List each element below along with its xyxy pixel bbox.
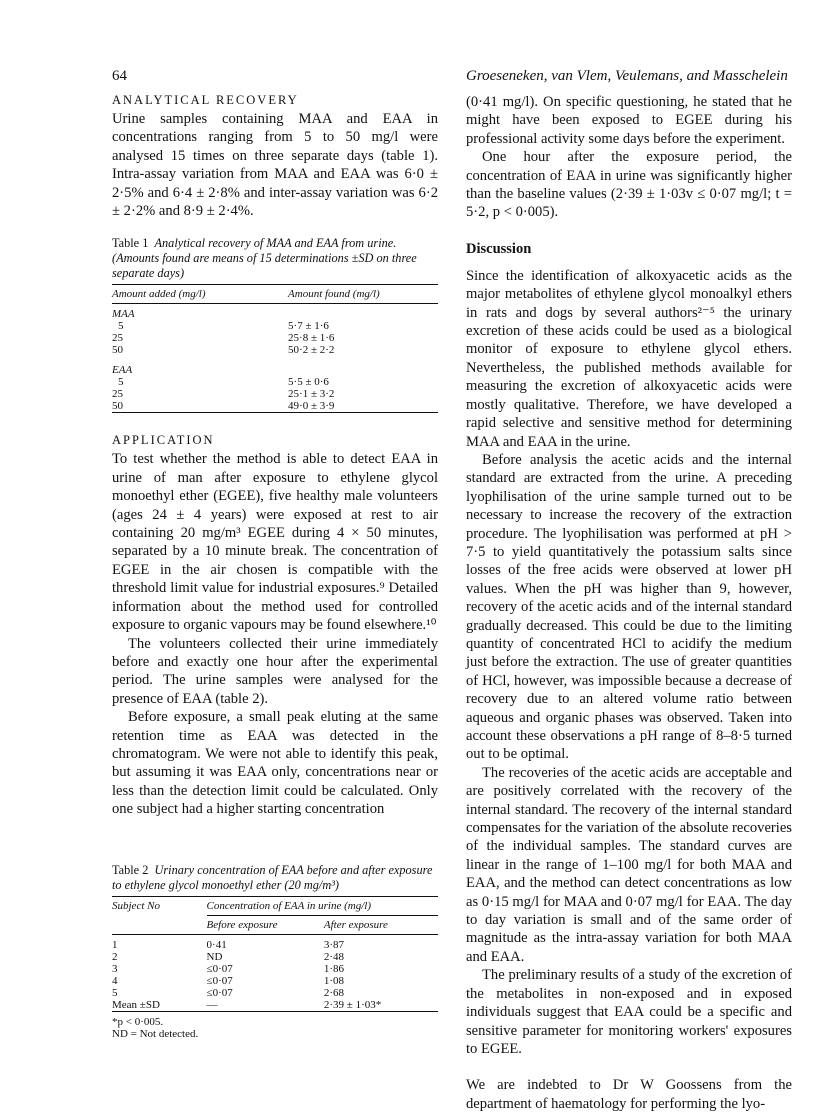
table1-label: Table 1 xyxy=(112,236,149,251)
table-row: 25 25·8 ± 1·6 xyxy=(112,332,335,345)
table-row: 4 ≤0·07 1·08 xyxy=(112,974,345,987)
table1-caption-text: Analytical recovery of MAA and EAA from urine. (Amounts found are means of 15 determinations ±SD on three separate days) xyxy=(112,236,417,281)
table-row: 25 25·1 ± 3·2 xyxy=(112,388,335,401)
table-row: 50 49·0 ± 3·9 xyxy=(112,400,335,413)
table2-col-after: After exposure xyxy=(323,918,388,931)
application-p3: Before exposure, a small peak eluting at the same retention time as EAA was detected in the chromatogram. We were not able to identify this peak, but assuming it was EAA only, concentrations near or less than the detection limit could be calculated. Only one subject had a higher starting concentration xyxy=(112,709,438,818)
table-row: 50 50·2 ± 2·2 xyxy=(112,344,335,357)
table2-label: Table 2 xyxy=(112,862,149,877)
table-row: 5 5·5 ± 0·6 xyxy=(118,376,329,389)
acknowledgement: We are indebted to Dr W Goossens from the department of haematology for performing the lyo- xyxy=(466,1077,792,1112)
continuation-paragraph: (0·41 mg/l). On specific questioning, he stated that he might have been exposed to EGEE during his professional activity some days before the experiment. xyxy=(466,94,792,147)
application-p2: The volunteers collected their urine immediately before and exactly one hour after the experimental period. The urine samples were analysed for the presence of EAA (table 2). xyxy=(112,635,438,707)
table2-caption xyxy=(112,863,438,893)
right-column xyxy=(466,93,792,1113)
table-row: 5 5·7 ± 1·6 xyxy=(118,320,329,333)
discussion-p2: Before analysis the acetic acids and the internal standard are extracted from the urine. A preceding lyophilisation of the urine sample turned out to be necessary to increase the recovery of the extraction procedure. The lyophilisation was performed at pH > 7·5 to yield quantitatively the potassium salts since losses of the free acids were observed at lower pH values. When the pH was higher than 9, however, recovery of the acetic acids and of the internal standard gradually decreased. This could be due to the limiting quantity of concentrated HCl to acidify the medium just before the extraction. The use of greater quantities of HCl, however, was impossible because a decrease of recovery due to an altered volume ratio between aqueous and organic phases was observed. Taken into account these observations a pH range of 8–8·5 turned out to be optimal. xyxy=(466,451,792,763)
left-column xyxy=(112,93,438,1040)
table1-group-name: EAA xyxy=(112,364,133,377)
one-hour-paragraph: One hour after the exposure period, the concentration of EAA in urine was significantly higher than the baseline values (2·39 ± 1·03v ≤ 0·07 mg/l; t = 5·2, p < 0·005). xyxy=(466,149,792,221)
table2-footnote-nd: ND = Not detected. xyxy=(112,1027,199,1040)
application-heading: APPLICATION xyxy=(112,433,215,448)
table-row: 1 0·41 3·87 xyxy=(112,938,345,951)
analytical-recovery-heading: ANALYTICAL RECOVERY xyxy=(112,93,299,107)
table1 xyxy=(112,284,438,415)
table2-col-subject: Subject No xyxy=(112,899,160,912)
analytical-recovery-text: Urine samples containing MAA and EAA in concentrations ranging from 5 to 50 mg/l were analysed 15 times on three separate days (table 1). Intra-assay variation from MAA and EAA was 6·0 ± 2·5% and 6·4 ± 2·8% and inter-assay variation was 6·2 ± 2·2% and 8·9 ± 2·4%. xyxy=(112,111,438,220)
table1-col-added: Amount added (mg/l) xyxy=(112,288,206,301)
table-row: 5 ≤0·07 2·68 xyxy=(112,986,345,999)
table2 xyxy=(112,896,438,1016)
application-p1: To test whether the method is able to detect EAA in urine of man after exposure to ethylene glycol monoethyl ether (EGEE), five healthy male volunteers (ages 24 ± 4 years) were exposed at rest to air containing 20 mg/m³ EGEE during 4 × 50 minutes, separated by a 10 minute break. The concentration of EGEE in the air chosen is compatible with the threshold limit value for industrial exposures.⁹ Detailed information about the method used for controlled exposure to organic vapours may be found elsewhere.¹⁰ xyxy=(112,451,438,634)
running-title: Groeseneken, van Vlem, Veulemans, and Masschelein xyxy=(466,68,788,84)
table1-group-name: MAA xyxy=(112,308,135,321)
table1-col-found: Amount found (mg/l) xyxy=(288,288,380,301)
table2-col-before: Before exposure xyxy=(206,918,278,931)
table2-caption-text: Urinary concentration of EAA before and after exposure to ethylene glycol monoethyl ether (20 mg/m³) xyxy=(112,862,433,892)
table-row: 2 ND 2·48 xyxy=(112,950,345,963)
discussion-heading: Discussion xyxy=(466,240,532,257)
table1-caption xyxy=(112,236,438,281)
table-row: Mean ±SD — 2·39 ± 1·03* xyxy=(112,998,382,1011)
table2-col-group: Concentration of EAA in urine (mg/l) xyxy=(207,896,438,915)
table-row: 3 ≤0·07 1·86 xyxy=(112,962,345,975)
discussion-p3: The recoveries of the acetic acids are acceptable and are positively correlated with the recovery of the internal standard. The recovery of the internal standard compensates for the variation of the absolute recoveries of the individual samples. The standard curves are linear in the range of 1–100 mg/l for both MAA and EAA, and the method can detect concentrations as low as 0·15 mg/l for MAA and 0·07 mg/l for EAA. The day to day variation is small and of the same order of magnitude as the intra-assay variation for both MAA and EAA. xyxy=(466,764,792,965)
discussion-p4: The preliminary results of a study of the excretion of the metabolites in non-exposed and in exposed individuals suggest that EAA could be a specific and sensitive parameter for monitoring workers' exposures to EGEE. xyxy=(466,967,792,1057)
table2-footnote-p: *p < 0·005. xyxy=(112,1015,164,1028)
discussion-p1: Since the identification of alkoxyacetic acids as the major metabolites of ethylene glycol monoalkyl ethers in rats and dogs by several authors²⁻⁵ the urinary excretion of these acids could be used as a biological monitor of exposure to ethylene glycol ethers. Nevertheless, the published methods available for measuring the excretion of alkoxyacetic acids were mostly qualitative. Therefore, we have developed a rapid selective and sensitive method for determining MAA and EAA in the urine. xyxy=(466,267,792,450)
page-number: 64 xyxy=(112,68,127,84)
